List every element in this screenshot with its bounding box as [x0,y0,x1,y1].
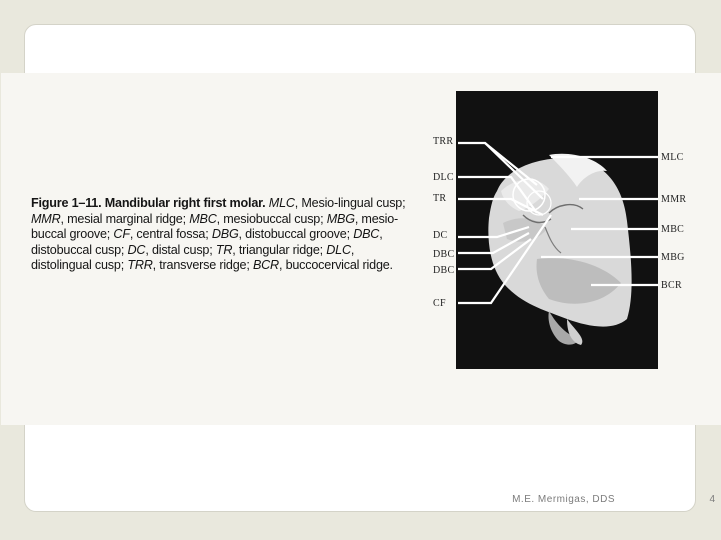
slide-number: 4 [709,494,715,505]
caption-item-trr: TRR, transverse ridge; [127,258,250,273]
caption-item-cf: CF, central fossa; [113,227,209,242]
caption-item-mmr: MMR, mesial marginal ridge; [31,211,186,226]
fig-label-mbc: MBC [661,224,685,235]
caption-item-dbg: DBG, distobuccal groove; [211,227,350,242]
caption-item-mbc: MBC, mesiobuccal cusp; [189,211,324,226]
fig-label-mlc: MLC [661,152,684,163]
caption-figure-number: Figure 1–11. [31,196,102,210]
fig-label-dbc-2: DBC [433,265,455,276]
textbook-scan [1,73,721,425]
slide [24,24,715,512]
footer-author: M.E. Mermigas, DDS [512,494,615,505]
fig-label-bcr: BCR [661,280,682,291]
caption-title: Mandibular right first molar. [104,196,266,210]
caption-item-mlc: MLC, Mesio-lingual cusp; [268,196,406,210]
caption-item-dbc: DBC, distobuccal cusp; [31,227,383,257]
caption-item-dc: DC, distal cusp; [127,242,213,257]
fig-label-tr: TR [433,193,447,204]
fig-label-mbg: MBG [661,252,685,263]
fig-label-dc: DC [433,230,448,241]
fig-label-cf: CF [433,298,446,309]
fig-label-trr: TRR [433,136,454,147]
caption-item-tr: TR, triangular ridge; [215,242,323,257]
caption-item-dlc: DLC, distolingual cusp; [31,242,355,273]
fig-label-dlc: DLC [433,172,454,183]
caption-item-bcr: BCR, buccocervical ridge. [252,258,393,273]
caption-item-mbg: MBG, mesio-buccal groove; [31,211,399,242]
fig-label-mmr: MMR [661,194,687,205]
fig-label-dbc-1: DBC [433,249,455,260]
molar-photo-figure [1,73,721,425]
